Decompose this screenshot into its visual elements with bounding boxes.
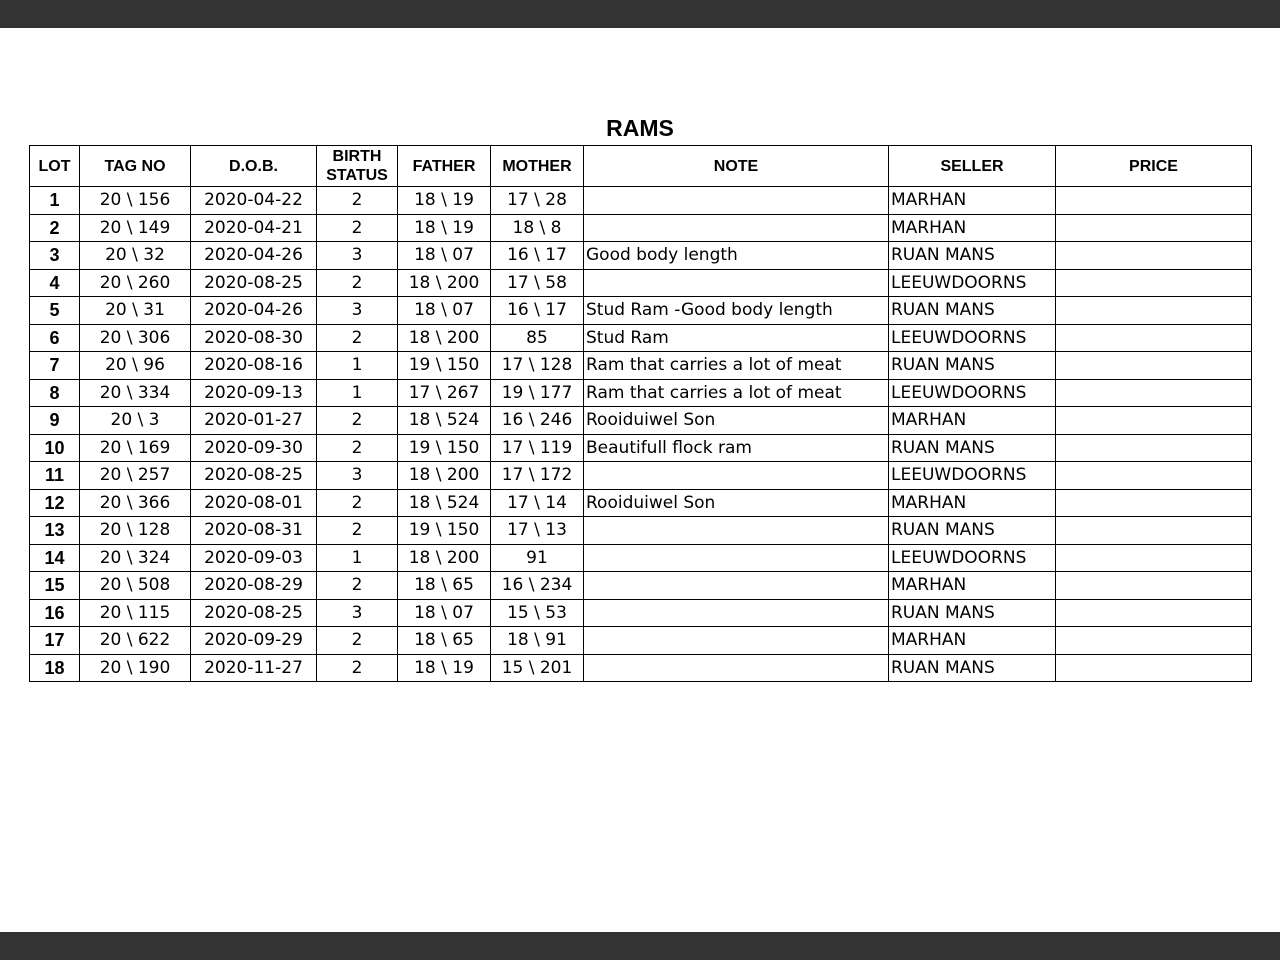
table-row	[30, 654, 1252, 682]
cell-dob: 2020-09-03	[191, 544, 317, 572]
header-dob: D.O.B.	[191, 146, 317, 187]
cell-dob: 2020-08-16	[191, 352, 317, 380]
cell-seller: RUAN MANS	[889, 434, 1056, 462]
cell-birth-status: 3	[317, 297, 398, 325]
cell-price	[1056, 654, 1252, 682]
table-row	[30, 297, 1252, 325]
cell-tag-no: 20 \ 622	[80, 627, 191, 655]
cell-seller: LEEUWDOORNS	[889, 269, 1056, 297]
cell-note	[584, 517, 889, 545]
cell-father: 18 \ 07	[398, 242, 491, 270]
cell-note	[584, 462, 889, 490]
cell-price	[1056, 324, 1252, 352]
cell-price	[1056, 489, 1252, 517]
cell-price	[1056, 434, 1252, 462]
header-father: FATHER	[398, 146, 491, 187]
cell-tag-no: 20 \ 149	[80, 214, 191, 242]
cell-birth-status: 1	[317, 352, 398, 380]
cell-lot: 6	[30, 324, 80, 352]
cell-seller: RUAN MANS	[889, 654, 1056, 682]
cell-tag-no: 20 \ 156	[80, 187, 191, 215]
cell-note	[584, 187, 889, 215]
cell-seller: LEEUWDOORNS	[889, 324, 1056, 352]
cell-tag-no: 20 \ 257	[80, 462, 191, 490]
cell-price	[1056, 517, 1252, 545]
cell-mother: 85	[491, 324, 584, 352]
cell-price	[1056, 269, 1252, 297]
table-row	[30, 434, 1252, 462]
header-note: NOTE	[584, 146, 889, 187]
header-birth-status-line1: BIRTH	[332, 148, 382, 165]
cell-father: 18 \ 200	[398, 269, 491, 297]
cell-father: 18 \ 07	[398, 297, 491, 325]
cell-note: Beautifull flock ram	[584, 434, 889, 462]
cell-price	[1056, 379, 1252, 407]
header-tag-no: TAG NO	[80, 146, 191, 187]
cell-dob: 2020-04-26	[191, 242, 317, 270]
cell-mother: 18 \ 91	[491, 627, 584, 655]
cell-dob: 2020-08-31	[191, 517, 317, 545]
cell-seller: LEEUWDOORNS	[889, 544, 1056, 572]
cell-birth-status: 2	[317, 187, 398, 215]
cell-mother: 17 \ 172	[491, 462, 584, 490]
cell-seller: MARHAN	[889, 572, 1056, 600]
cell-tag-no: 20 \ 324	[80, 544, 191, 572]
cell-note: Ram that carries a lot of meat	[584, 352, 889, 380]
cell-lot: 12	[30, 489, 80, 517]
cell-dob: 2020-04-26	[191, 297, 317, 325]
cell-dob: 2020-08-01	[191, 489, 317, 517]
cell-father: 18 \ 200	[398, 462, 491, 490]
cell-lot: 3	[30, 242, 80, 270]
header-mother: MOTHER	[491, 146, 584, 187]
cell-father: 18 \ 19	[398, 654, 491, 682]
cell-mother: 15 \ 53	[491, 599, 584, 627]
cell-dob: 2020-08-29	[191, 572, 317, 600]
cell-mother: 19 \ 177	[491, 379, 584, 407]
cell-note	[584, 654, 889, 682]
cell-father: 18 \ 19	[398, 214, 491, 242]
cell-price	[1056, 187, 1252, 215]
cell-seller: LEEUWDOORNS	[889, 462, 1056, 490]
cell-tag-no: 20 \ 32	[80, 242, 191, 270]
cell-father: 18 \ 200	[398, 544, 491, 572]
cell-lot: 13	[30, 517, 80, 545]
cell-seller: RUAN MANS	[889, 517, 1056, 545]
cell-tag-no: 20 \ 306	[80, 324, 191, 352]
cell-father: 19 \ 150	[398, 517, 491, 545]
cell-mother: 17 \ 119	[491, 434, 584, 462]
cell-price	[1056, 544, 1252, 572]
cell-seller: LEEUWDOORNS	[889, 379, 1056, 407]
cell-dob: 2020-04-21	[191, 214, 317, 242]
cell-seller: MARHAN	[889, 489, 1056, 517]
cell-mother: 16 \ 17	[491, 242, 584, 270]
table-row	[30, 599, 1252, 627]
cell-birth-status: 3	[317, 242, 398, 270]
cell-price	[1056, 297, 1252, 325]
cell-price	[1056, 627, 1252, 655]
cell-birth-status: 2	[317, 269, 398, 297]
cell-lot: 15	[30, 572, 80, 600]
cell-tag-no: 20 \ 96	[80, 352, 191, 380]
cell-mother: 16 \ 246	[491, 407, 584, 435]
cell-note	[584, 627, 889, 655]
header-seller: SELLER	[889, 146, 1056, 187]
cell-lot: 18	[30, 654, 80, 682]
cell-birth-status: 2	[317, 324, 398, 352]
table-row	[30, 242, 1252, 270]
cell-mother: 17 \ 14	[491, 489, 584, 517]
cell-father: 18 \ 524	[398, 489, 491, 517]
cell-dob: 2020-08-25	[191, 462, 317, 490]
cell-mother: 16 \ 17	[491, 297, 584, 325]
cell-father: 18 \ 19	[398, 187, 491, 215]
header-price: PRICE	[1056, 146, 1252, 187]
cell-father: 18 \ 200	[398, 324, 491, 352]
cell-price	[1056, 352, 1252, 380]
cell-seller: RUAN MANS	[889, 297, 1056, 325]
table-row	[30, 214, 1252, 242]
cell-mother: 17 \ 13	[491, 517, 584, 545]
table-row	[30, 379, 1252, 407]
cell-father: 19 \ 150	[398, 434, 491, 462]
cell-price	[1056, 572, 1252, 600]
cell-note	[584, 214, 889, 242]
cell-father: 17 \ 267	[398, 379, 491, 407]
cell-note: Stud Ram -Good body length	[584, 297, 889, 325]
cell-seller: RUAN MANS	[889, 599, 1056, 627]
cell-birth-status: 1	[317, 544, 398, 572]
cell-tag-no: 20 \ 260	[80, 269, 191, 297]
page-title: RAMS	[606, 115, 674, 141]
cell-father: 18 \ 524	[398, 407, 491, 435]
table-body	[30, 187, 1252, 682]
cell-note	[584, 572, 889, 600]
cell-tag-no: 20 \ 508	[80, 572, 191, 600]
cell-seller: MARHAN	[889, 407, 1056, 435]
header-lot: LOT	[30, 146, 80, 187]
cell-mother: 18 \ 8	[491, 214, 584, 242]
cell-birth-status: 3	[317, 599, 398, 627]
cell-price	[1056, 242, 1252, 270]
cell-lot: 16	[30, 599, 80, 627]
cell-mother: 15 \ 201	[491, 654, 584, 682]
cell-price	[1056, 214, 1252, 242]
cell-lot: 17	[30, 627, 80, 655]
table-row	[30, 627, 1252, 655]
table-row	[30, 187, 1252, 215]
cell-birth-status: 1	[317, 379, 398, 407]
cell-dob: 2020-09-30	[191, 434, 317, 462]
cell-birth-status: 2	[317, 627, 398, 655]
cell-price	[1056, 599, 1252, 627]
cell-note: Rooiduiwel Son	[584, 489, 889, 517]
cell-birth-status: 2	[317, 214, 398, 242]
cell-tag-no: 20 \ 334	[80, 379, 191, 407]
table-row	[30, 324, 1252, 352]
cell-tag-no: 20 \ 169	[80, 434, 191, 462]
cell-lot: 7	[30, 352, 80, 380]
cell-birth-status: 2	[317, 434, 398, 462]
table-row	[30, 462, 1252, 490]
table-header-row	[30, 146, 1252, 187]
cell-birth-status: 2	[317, 654, 398, 682]
cell-note: Stud Ram	[584, 324, 889, 352]
cell-father: 18 \ 07	[398, 599, 491, 627]
cell-father: 18 \ 65	[398, 627, 491, 655]
cell-tag-no: 20 \ 31	[80, 297, 191, 325]
cell-tag-no: 20 \ 128	[80, 517, 191, 545]
cell-price	[1056, 462, 1252, 490]
cell-note	[584, 599, 889, 627]
cell-lot: 9	[30, 407, 80, 435]
table-row	[30, 517, 1252, 545]
cell-lot: 8	[30, 379, 80, 407]
cell-dob: 2020-01-27	[191, 407, 317, 435]
table-row	[30, 489, 1252, 517]
cell-lot: 4	[30, 269, 80, 297]
cell-note	[584, 544, 889, 572]
cell-birth-status: 3	[317, 462, 398, 490]
cell-price	[1056, 407, 1252, 435]
cell-note: Ram that carries a lot of meat	[584, 379, 889, 407]
table-row	[30, 352, 1252, 380]
cell-mother: 17 \ 58	[491, 269, 584, 297]
table-row	[30, 269, 1252, 297]
cell-lot: 14	[30, 544, 80, 572]
header-birth-status-line2: STATUS	[326, 167, 388, 184]
cell-dob: 2020-09-29	[191, 627, 317, 655]
cell-lot: 1	[30, 187, 80, 215]
cell-seller: MARHAN	[889, 214, 1056, 242]
viewer-top-bar	[0, 0, 1280, 28]
table-row	[30, 572, 1252, 600]
table-row	[30, 407, 1252, 435]
cell-seller: RUAN MANS	[889, 352, 1056, 380]
cell-lot: 5	[30, 297, 80, 325]
cell-dob: 2020-08-25	[191, 599, 317, 627]
cell-father: 19 \ 150	[398, 352, 491, 380]
cell-birth-status: 2	[317, 572, 398, 600]
cell-dob: 2020-11-27	[191, 654, 317, 682]
cell-mother: 17 \ 128	[491, 352, 584, 380]
viewer-bottom-bar	[0, 932, 1280, 960]
cell-birth-status: 2	[317, 489, 398, 517]
cell-dob: 2020-08-30	[191, 324, 317, 352]
cell-note	[584, 269, 889, 297]
cell-dob: 2020-04-22	[191, 187, 317, 215]
header-birth-status	[317, 146, 398, 187]
cell-birth-status: 2	[317, 407, 398, 435]
cell-lot: 2	[30, 214, 80, 242]
cell-mother: 91	[491, 544, 584, 572]
cell-note: Good body length	[584, 242, 889, 270]
cell-mother: 16 \ 234	[491, 572, 584, 600]
cell-tag-no: 20 \ 115	[80, 599, 191, 627]
cell-seller: RUAN MANS	[889, 242, 1056, 270]
table-row	[30, 544, 1252, 572]
cell-tag-no: 20 \ 190	[80, 654, 191, 682]
cell-lot: 11	[30, 462, 80, 490]
cell-seller: MARHAN	[889, 187, 1056, 215]
cell-seller: MARHAN	[889, 627, 1056, 655]
rams-lot-table	[29, 145, 1252, 682]
cell-dob: 2020-08-25	[191, 269, 317, 297]
cell-lot: 10	[30, 434, 80, 462]
cell-birth-status: 2	[317, 517, 398, 545]
cell-father: 18 \ 65	[398, 572, 491, 600]
cell-mother: 17 \ 28	[491, 187, 584, 215]
cell-note: Rooiduiwel Son	[584, 407, 889, 435]
cell-tag-no: 20 \ 366	[80, 489, 191, 517]
cell-dob: 2020-09-13	[191, 379, 317, 407]
cell-tag-no: 20 \ 3	[80, 407, 191, 435]
